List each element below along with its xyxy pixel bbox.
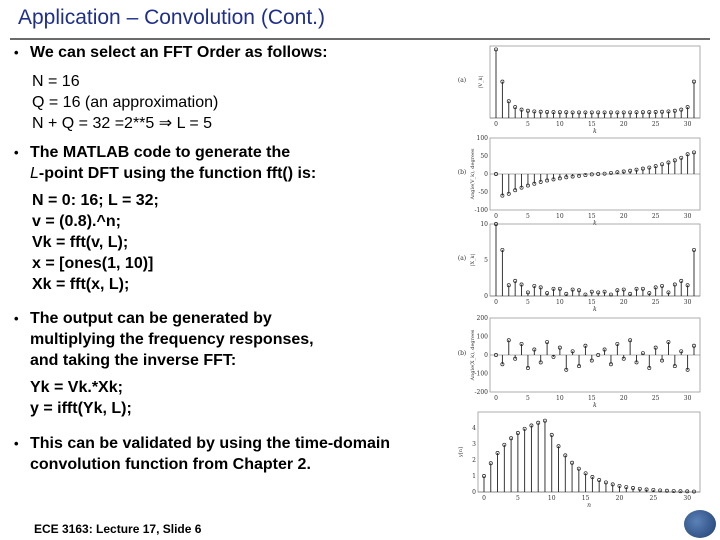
y-tick-label: 50 <box>480 153 488 160</box>
y-tick-label: 5 <box>484 257 488 264</box>
y-tick-label: 4 <box>472 425 476 432</box>
x-axis-label: n <box>587 502 591 509</box>
x-tick-label: 10 <box>556 121 564 128</box>
line-nq-pre: N + Q = 32 =2**5 <box>32 115 159 132</box>
x-tick-label: 25 <box>651 121 660 128</box>
code-line: Xk = fft(x, L); <box>32 276 130 293</box>
x-tick-label: 30 <box>683 395 692 402</box>
bullet-validate-line1: This can be validated by using the time-domain <box>30 435 391 452</box>
line-q-text: Q = 16 (an approximation) <box>32 94 219 111</box>
x-tick-label: 20 <box>619 395 628 402</box>
x-tick-label: 30 <box>683 495 692 502</box>
x-tick-label: 10 <box>556 395 564 402</box>
x-tick-label: 30 <box>683 299 692 306</box>
x-tick-label: 15 <box>587 299 596 306</box>
x-tick-label: 25 <box>649 495 658 502</box>
code-line: Yk = Vk.*Xk; <box>30 379 123 396</box>
line-nq-post: L = 5 <box>172 115 213 132</box>
y-axis-label: Angle(X_k), degrees <box>470 329 476 381</box>
x-tick-label: 10 <box>547 495 556 502</box>
x-tick-label: 0 <box>494 121 498 128</box>
bullet-fft-order-text: We can select an FFT Order as follows: <box>30 44 328 61</box>
x-axis-label: k <box>593 128 597 135</box>
bullet-matlab-line2-rest: -point DFT using the function fft() is: <box>38 165 317 182</box>
x-tick-label: 15 <box>581 495 590 502</box>
x-tick-label: 15 <box>587 213 596 220</box>
x-tick-label: 0 <box>494 299 498 306</box>
x-tick-label: 30 <box>683 213 692 220</box>
y-tick-label: 200 <box>476 315 488 322</box>
code-line: v = (0.8).^n; <box>32 213 121 230</box>
code-line: x = [ones(1, 10)] <box>32 255 154 272</box>
y-tick-label: 2 <box>472 457 476 464</box>
code-line: y = ifft(Yk, L); <box>30 400 132 417</box>
x-tick-label: 20 <box>619 121 628 128</box>
line-n-text: N = 16 <box>32 73 80 90</box>
y-tick-label: -100 <box>474 207 488 214</box>
x-axis-label: k <box>593 402 597 409</box>
slide-footer: ECE 3163: Lecture 17, Slide 6 <box>34 522 202 536</box>
x-tick-label: 10 <box>556 299 564 306</box>
implies-symbol: ⇒ <box>158 115 173 132</box>
bullet-matlab-l-italic: L <box>30 165 39 182</box>
x-tick-label: 5 <box>526 395 530 402</box>
y-tick-label: 100 <box>476 135 488 142</box>
y-tick-label: 0 <box>484 352 488 359</box>
x-axis-label: k <box>593 306 597 313</box>
plot-frame <box>490 46 700 118</box>
bullet-output-line3: and taking the inverse FFT: <box>30 352 237 369</box>
x-tick-label: 20 <box>619 299 628 306</box>
bullet-output-line1: The output can be generated by <box>30 310 272 327</box>
y-tick-label: -50 <box>478 189 488 196</box>
x-tick-label: 25 <box>651 395 660 402</box>
x-tick-label: 0 <box>494 213 498 220</box>
x-axis-label: k <box>593 220 597 227</box>
x-tick-label: 25 <box>651 213 660 220</box>
y-tick-label: 100 <box>476 333 488 341</box>
x-tick-label: 5 <box>526 121 530 128</box>
x-tick-label: 20 <box>619 213 628 220</box>
bullet-output-line2: multiplying the frequency responses, <box>30 331 314 348</box>
y-tick-label: 0 <box>484 293 488 300</box>
x-tick-label: 5 <box>515 495 520 502</box>
panel-label: (a) <box>457 255 467 262</box>
y-tick-label: 10 <box>480 221 488 228</box>
x-tick-label: 30 <box>683 121 692 128</box>
x-tick-label: 5 <box>526 299 530 306</box>
stem-marker <box>603 172 606 175</box>
y-tick-label: 0 <box>484 171 488 178</box>
code-line: Vk = fft(v, L); <box>32 234 129 251</box>
y-tick-label: -200 <box>474 389 488 396</box>
panel-label: (b) <box>457 169 467 176</box>
code-line: N = 0: 16; L = 32; <box>32 192 159 209</box>
x-tick-label: 0 <box>482 495 486 502</box>
panel-label: (a) <box>457 77 467 84</box>
panel-label: (b) <box>457 350 467 357</box>
y-axis-label: y[n] <box>458 447 464 457</box>
y-tick-label: 1 <box>472 473 476 480</box>
x-tick-label: 20 <box>615 495 624 502</box>
university-logo-icon <box>684 510 716 538</box>
slide-title: Application – Convolution (Cont.) <box>18 6 326 29</box>
x-tick-label: 15 <box>587 121 596 128</box>
x-tick-label: 10 <box>556 213 564 220</box>
bullet-validate-line2: convolution function from Chapter 2. <box>30 456 311 473</box>
bullet-matlab-line1: The MATLAB code to generate the <box>30 144 291 161</box>
y-tick-label: 3 <box>472 441 476 448</box>
y-axis-label: |V_k| <box>478 75 484 89</box>
x-tick-label: 25 <box>651 299 660 306</box>
y-axis-label: Angle(V_k), degrees <box>470 148 476 200</box>
y-tick-label: 0 <box>472 489 476 496</box>
x-tick-label: 15 <box>587 395 596 402</box>
x-tick-label: 0 <box>494 395 498 402</box>
x-tick-label: 5 <box>526 213 530 220</box>
y-tick-label: -100 <box>474 370 488 378</box>
y-axis-label: |X_k| <box>470 253 476 267</box>
